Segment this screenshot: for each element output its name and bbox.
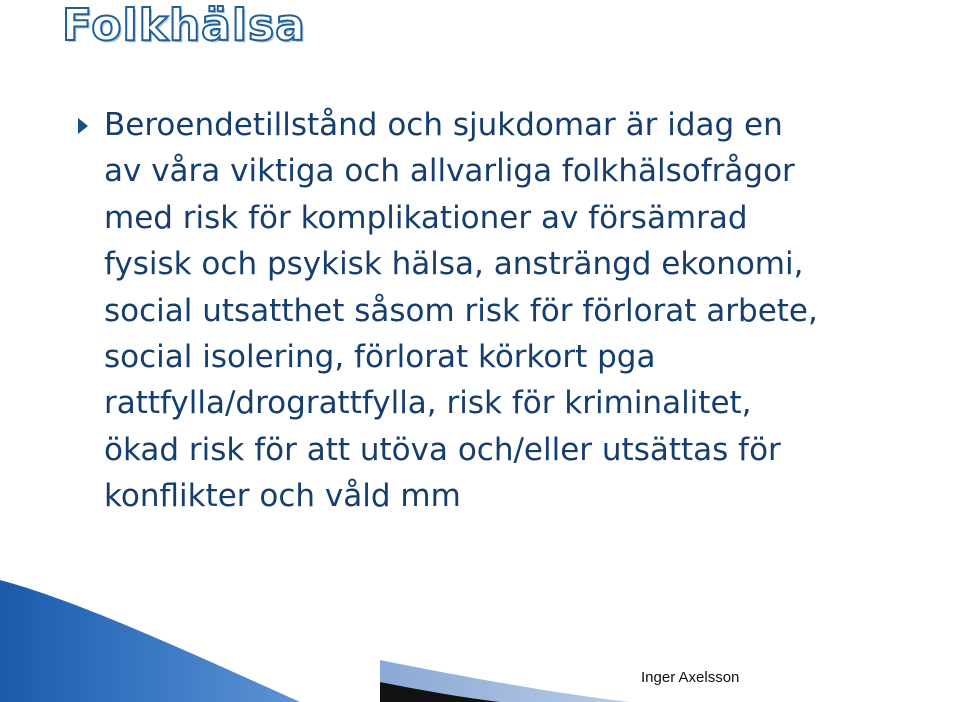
bullet-text: Beroendetillstånd och sjukdomar är idag en av våra viktiga och allvarliga folkhälsofrågor med risk för komplikationer av försämrad fysisk och psykisk hälsa, ansträngd ekonomi, social utsatthet såsom risk för förlorat arbete, social isolering, förlorat körkort pga rattfylla/drograttfylla, risk för kriminalitet, ökad risk för att utöva och/eller utsättas för konflikter och våld mm: [104, 107, 818, 515]
author-name: Inger Axelsson: [641, 669, 740, 686]
slide-title: Folkhälsa: [62, 0, 306, 51]
wave-dark-blue: [0, 580, 300, 702]
